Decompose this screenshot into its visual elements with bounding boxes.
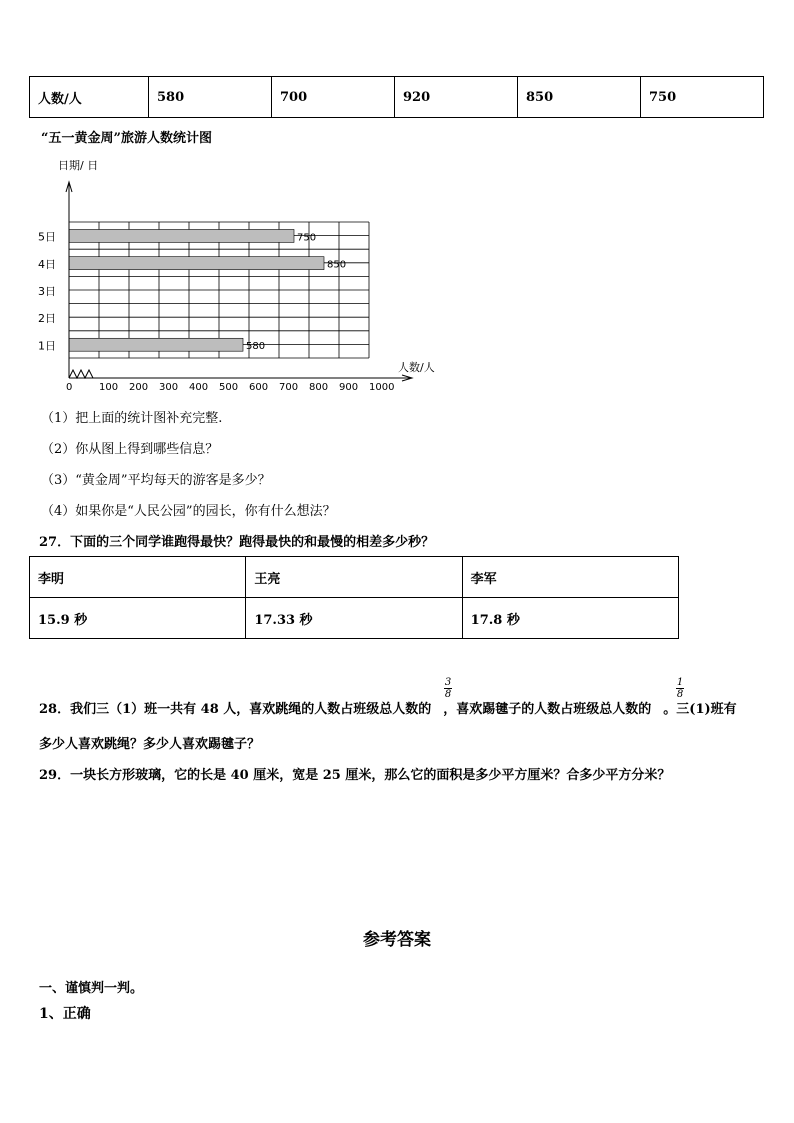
bar-5 [69, 229, 294, 242]
question-28-line2: 多少人喜欢跳绳？多少人喜欢踢毽子？ [39, 737, 261, 752]
category-label: 2日 [38, 312, 56, 326]
x-tick-label: 900 [339, 382, 359, 393]
bar-data-label: 850 [327, 259, 347, 271]
category-label: 3日 [38, 285, 56, 298]
answers-title: 参考答案 [363, 930, 431, 950]
bar-1 [69, 338, 243, 351]
category-label: 4日 [38, 257, 56, 271]
x-tick-label: 500 [219, 382, 239, 393]
fraction-numerator: 3 [444, 677, 452, 688]
fraction-denominator: 8 [444, 689, 452, 700]
question-3: （3）“黄金周”平均每天的游客是多少？ [41, 473, 271, 488]
table-cell: 580 [149, 77, 272, 118]
x-axis-title: 人数/人 [398, 361, 435, 374]
axis-break [69, 370, 93, 378]
fraction-denominator: 8 [676, 689, 684, 700]
x-tick-label: 100 [99, 382, 119, 393]
table-cell: 15.9 秒 [30, 598, 246, 639]
table-cell: 17.8 秒 [462, 598, 678, 639]
x-tick-label: 700 [279, 382, 299, 393]
q28-text-3: 。三(1)班有 [663, 702, 737, 717]
x-tick-label: 1000 [369, 382, 395, 393]
question-27: 27．下面的三个同学谁跑得最快？跑得最快的和最慢的相差多少秒？ [39, 535, 435, 550]
table-cell: 王亮 [246, 557, 462, 598]
category-label: 5日 [38, 230, 56, 244]
fraction-numerator: 1 [676, 677, 684, 688]
table-cell: 920 [395, 77, 518, 118]
table-row [30, 598, 679, 639]
running-time-table [29, 556, 679, 639]
x-tick-label: 0 [66, 382, 73, 393]
q28-text-2: ，喜欢踢毽子的人数占班级总人数的 [443, 702, 652, 717]
table-cell: 17.33 秒 [246, 598, 462, 639]
x-tick-label: 400 [189, 382, 209, 393]
fraction-3-8 [443, 677, 453, 700]
x-tick-label: 200 [129, 382, 149, 393]
y-axis-title: 日期/ 日 [58, 159, 99, 172]
category-label: 1日 [38, 339, 56, 353]
table-header-cell: 人数/人 [30, 77, 149, 118]
x-tick-label: 300 [159, 382, 179, 393]
question-1: （1）把上面的统计图补充完整. [41, 411, 223, 426]
answers-section-1: 一、谨慎判一判。 [39, 981, 144, 996]
question-29: 29．一块长方形玻璃，它的长是 40 厘米，宽是 25 厘米，那么它的面积是多少平方厘米？合多少平方分米？ [39, 768, 671, 783]
table-cell: 李军 [462, 557, 678, 598]
x-tick-label: 800 [309, 382, 329, 393]
bar-4 [69, 257, 324, 270]
chart-title: “五一黄金周”旅游人数统计图 [41, 131, 212, 146]
table-cell: 李明 [30, 557, 246, 598]
question-28-line1 [39, 698, 737, 717]
table-cell: 750 [641, 77, 764, 118]
answer-item-1: 1、正确 [39, 1006, 91, 1022]
x-tick-label: 600 [249, 382, 269, 393]
fraction-1-8 [675, 677, 685, 700]
table-cell: 850 [518, 77, 641, 118]
table-cell: 700 [272, 77, 395, 118]
bar-data-label: 750 [297, 232, 317, 244]
bar-data-label: 580 [246, 341, 266, 353]
q28-text-1: 28．我们三（1）班一共有 48 人，喜欢跳绳的人数占班级总人数的 [39, 702, 432, 717]
question-2: （2）你从图上得到哪些信息？ [41, 442, 219, 457]
table-row [30, 557, 679, 598]
question-4: （4）如果你是“人民公园”的园长，你有什么想法？ [41, 504, 336, 519]
table-row [30, 77, 764, 118]
visitor-count-table [29, 76, 764, 118]
bar-chart [30, 150, 470, 400]
